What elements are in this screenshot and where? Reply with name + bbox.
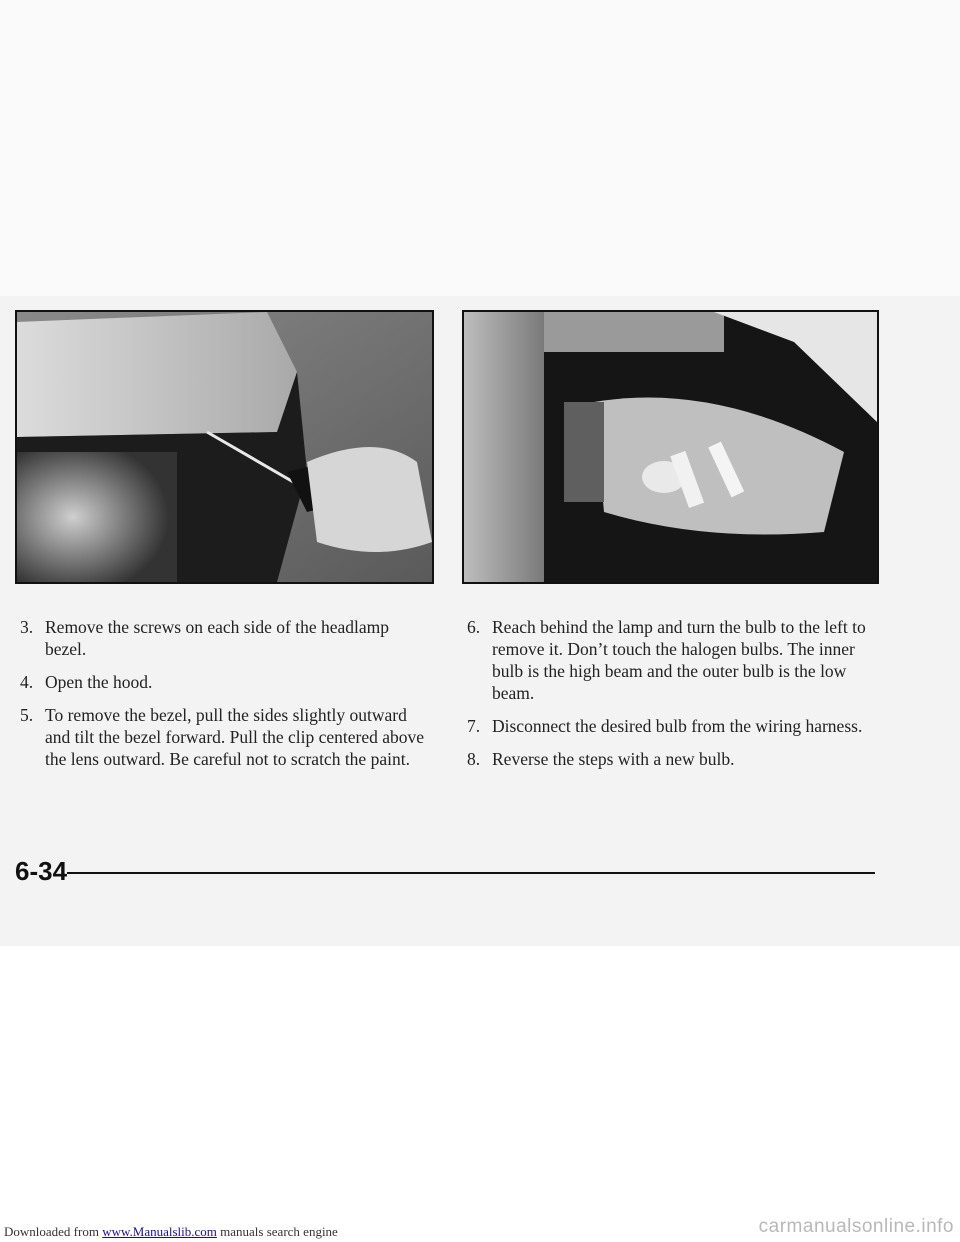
step-text: Reverse the steps with a new bulb.: [492, 749, 735, 769]
step-text: Reach behind the lamp and turn the bulb to the left to remove it. Don’t touch the halogen bulbs. The inner bulb is the high beam and the outer bulb is the low beam.: [492, 617, 866, 703]
step-item: [467, 748, 887, 770]
step-number: 5.: [20, 705, 34, 725]
page-top-margin: [0, 0, 960, 296]
step-number: 7.: [467, 716, 481, 736]
download-prefix: Downloaded from: [4, 1224, 103, 1239]
page-number: 6-34: [15, 856, 68, 886]
download-suffix: manuals search engine: [216, 1224, 338, 1239]
step-text: Open the hood.: [45, 672, 153, 692]
headlamp-bezel-image: [17, 312, 432, 582]
step-item: [20, 671, 430, 693]
step-number: 4.: [20, 672, 34, 692]
footer-divider: [67, 872, 875, 874]
step-item: [467, 616, 887, 704]
watermark-text: carmanualsonline.info: [758, 1216, 954, 1237]
step-number: 6.: [467, 617, 481, 637]
step-text: To remove the bezel, pull the sides slightly outward and tilt the bezel forward. Pull the clip centered above the lens outward. Be careful not to scratch the paint.: [45, 705, 425, 769]
step-number: 8.: [467, 749, 481, 769]
bulb-removal-photo: [462, 310, 879, 584]
step-item: [20, 616, 430, 660]
step-item: [20, 704, 430, 770]
bulb-removal-image: [464, 312, 877, 582]
step-text: Disconnect the desired bulb from the wiring harness.: [492, 716, 863, 736]
step-text: Remove the screws on each side of the headlamp bezel.: [45, 617, 390, 659]
steps-right-column: [467, 616, 887, 781]
download-attribution: [4, 1224, 338, 1240]
step-item: [467, 715, 887, 737]
step-number: 3.: [20, 617, 34, 637]
steps-left-column: [20, 616, 430, 781]
headlamp-bezel-photo: [15, 310, 434, 584]
manualslib-link[interactable]: www.Manualslib.com: [102, 1224, 217, 1239]
